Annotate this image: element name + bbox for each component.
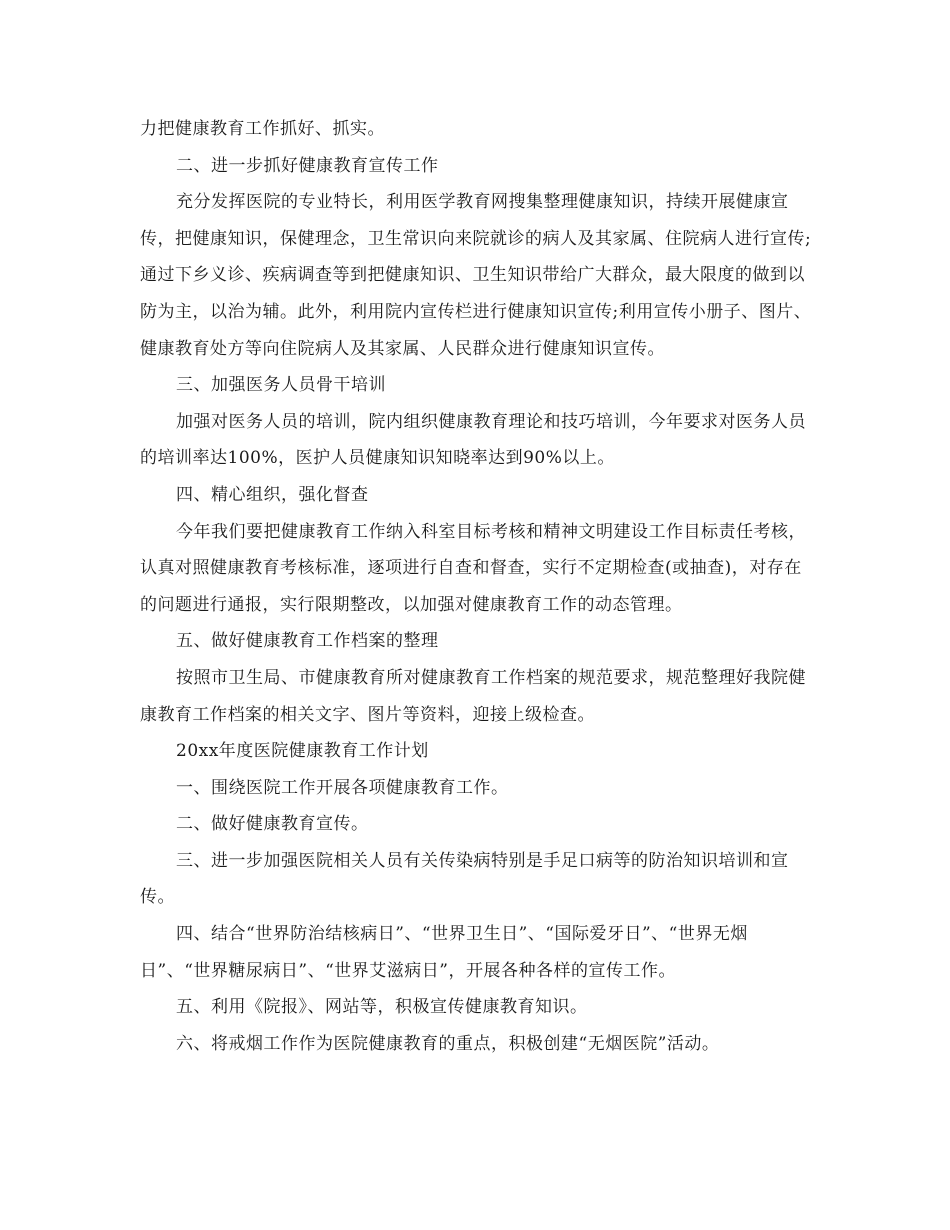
paragraph-continuation: 力把健康教育工作抓好、抓实。 [140, 119, 385, 139]
document-body [140, 111, 815, 1062]
plan-title: 20xx年度医院健康教育工作计划 [176, 741, 429, 762]
plan-item-1: 一、围绕医院工作开展各项健康教育工作。 [176, 777, 509, 798]
section-heading-5: 五、做好健康教育工作档案的整理 [176, 631, 439, 652]
section-heading-4: 四、精心组织，强化督查 [176, 484, 369, 505]
section-heading-3: 三、加强医务人员骨干培训 [176, 375, 386, 396]
plan-item-5: 五、利用《院报》、网站等，积极宣传健康教育知识。 [176, 997, 588, 1018]
paragraph-training: 加强对医务人员的培训，院内组织健康教育理论和技巧培训，今年要求对医务人员的培训率达100%，医护人员健康知识知晓率达到90%以上。 [140, 411, 806, 469]
plan-item-6: 六、将戒烟工作作为医院健康教育的重点，积极创建“无烟医院”活动。 [176, 1033, 720, 1054]
paragraph-archives: 按照市卫生局、市健康教育所对健康教育工作档案的规范要求，规范整理好我院健康教育工作档案的相关文字、图片等资料，迎接上级检查。 [140, 667, 806, 725]
plan-item-2: 二、做好健康教育宣传。 [176, 814, 369, 835]
plan-item-4: 四、结合“世界防治结核病日”、“世界卫生日”、“国际爱牙日”、“世界无烟日”、“世界糖尿病日”、“世界艾滋病日”，开展各种各样的宣传工作。 [140, 924, 748, 981]
plan-item-3: 三、进一步加强医院相关人员有关传染病特别是手足口病等的防治知识培训和宣传。 [140, 850, 789, 908]
paragraph-supervision: 今年我们要把健康教育工作纳入科室目标考核和精神文明建设工作目标责任考核，认真对照健康教育考核标准，逐项进行自查和督查，实行不定期检查(或抽查)，对存在的问题进行通报，实行限期整改，以加强对健康教育工作的动态管理。 [140, 521, 806, 615]
section-heading-2: 二、进一步抓好健康教育宣传工作 [176, 155, 439, 176]
paragraph-propaganda: 充分发挥医院的专业特长，利用医学教育网搜集整理健康知识，持续开展健康宣传，把健康知识，保健理念，卫生常识向来院就诊的病人及其家属、住院病人进行宣传;通过下乡义诊、疾病调查等到把健康知识、卫生知识带给广大群众，最大限度的做到以防为主，以治为辅。此外，利用院内宣传栏进行健康知识宣传;利用宣传小册子、图片、健康教育处方等向住院病人及其家属、人民群众进行健康知识宣传。 [140, 192, 812, 359]
